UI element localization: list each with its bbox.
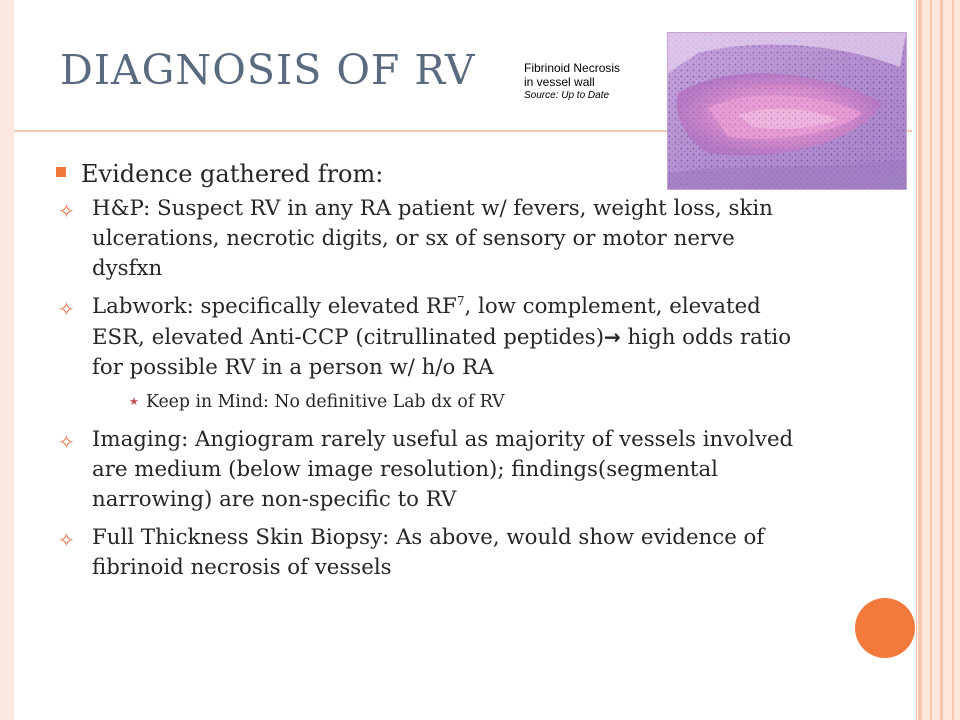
decorative-orange-circle: [855, 598, 915, 658]
image-caption: [524, 61, 664, 103]
bullet-evidence: [56, 157, 796, 191]
left-border-strip: [0, 0, 14, 720]
slide-title: DIAGNOSIS OF RV: [60, 46, 476, 94]
caption-line-2: in vessel wall: [524, 75, 595, 89]
diamond-bullet-icon: ✧: [58, 297, 75, 321]
bullet-labwork: [58, 292, 796, 383]
labwork-text-a: Labwork: specifically elevated RF: [92, 294, 457, 319]
diamond-bullet-icon: ✧: [58, 430, 75, 454]
square-bullet-icon: [56, 167, 66, 177]
right-arrow-icon: →: [604, 325, 621, 349]
labwork-citation: 7: [456, 293, 465, 308]
sub-bullet-keep-in-mind: [56, 389, 796, 415]
diamond-bullet-icon: ✧: [58, 199, 75, 223]
bullet-imaging: [58, 425, 796, 515]
keep-in-mind-text: Keep in Mind: No definitive Lab dx of RV: [146, 392, 505, 412]
labwork-text-b: , low complement, elevated ESR, elevated Anti-CCP (citrullinated peptides): [92, 294, 761, 350]
bullet-biopsy-text: Full Thickness Skin Biopsy: As above, would show evidence of fibrinoid necrosis of vessels: [92, 525, 765, 580]
bullet-biopsy: [58, 523, 796, 583]
caption-source: Source: Up to Date: [524, 90, 610, 101]
slide-body: [56, 157, 796, 591]
bullet-hp: [58, 194, 796, 284]
right-decorative-stripes: [912, 0, 960, 720]
bullet-evidence-text: Evidence gathered from:: [81, 160, 384, 188]
right-rule-line: [916, 0, 917, 720]
bullet-hp-text: H&P: Suspect RV in any RA patient w/ fevers, weight loss, skin ulcerations, necrotic digits, or sx of sensory or motor nerve dysfxn: [92, 196, 773, 281]
caption-line-1: Fibrinoid Necrosis: [524, 61, 621, 75]
star-bullet-icon: ★: [129, 395, 139, 408]
bullet-imaging-text: Imaging: Angiogram rarely useful as majority of vessels involved are medium (below image resolution); findings(segmental narrowing) are non-specific to RV: [92, 427, 794, 512]
diamond-bullet-icon: ✧: [58, 528, 75, 552]
labwork-text-c: high odds ratio for possible RV in a person w/ h/o RA: [92, 325, 792, 380]
